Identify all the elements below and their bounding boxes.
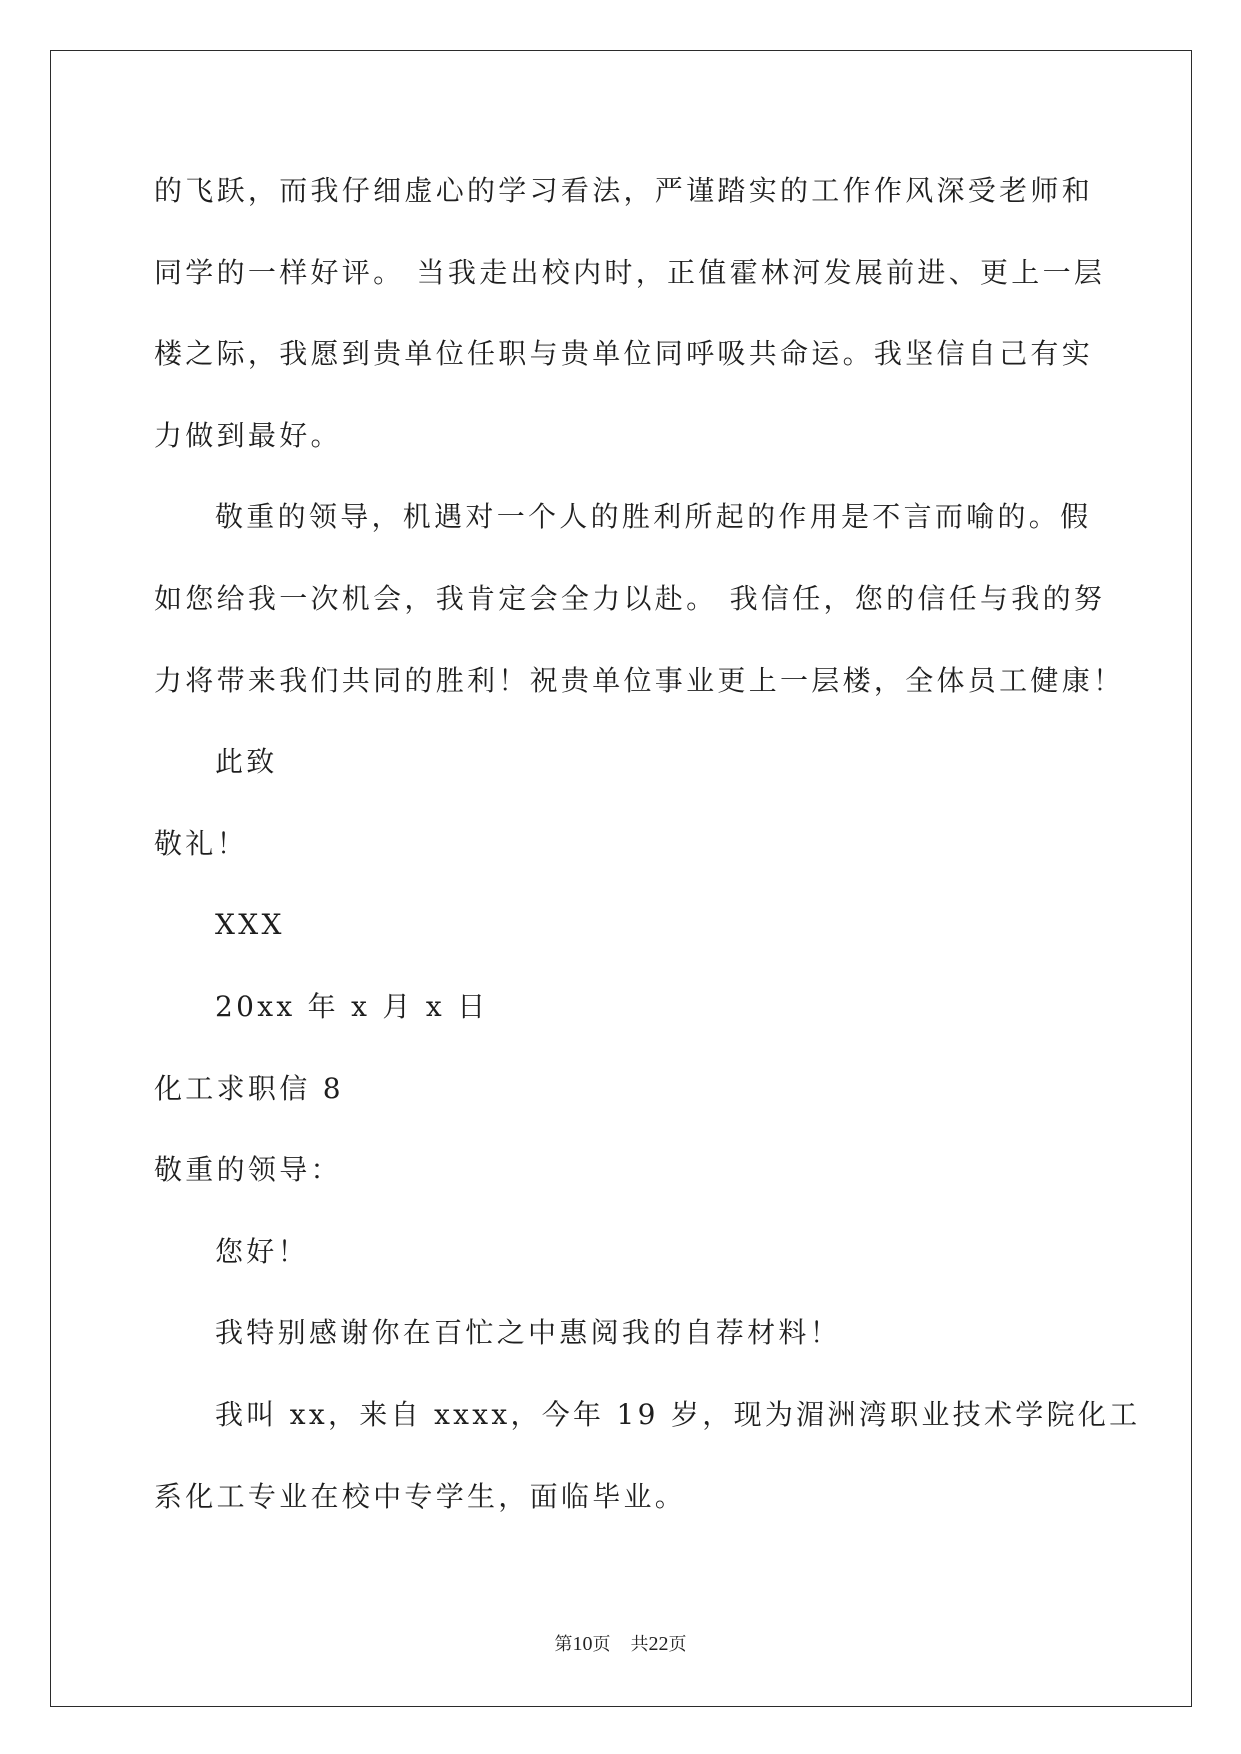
text-line: 您好！ <box>215 1234 309 1268</box>
text-line: 我特别感谢你在百忙之中惠阅我的自荐材料！ <box>215 1316 842 1350</box>
page-prefix: 第 <box>554 1634 573 1654</box>
closing-regards: 敬礼！ <box>154 826 248 860</box>
text-line: 楼之际，我愿到贵单位任职与贵单位同呼吸共命运。我坚信自己有实 <box>154 337 1094 371</box>
text-line: 同学的一样好评。 当我走出校内时，正值霍林河发展前进、更上一层 <box>154 255 1106 289</box>
current-page-number: 10 <box>572 1633 593 1655</box>
page-suffix: 页 <box>592 1634 611 1654</box>
text-line: 力将带来我们共同的胜利！祝贵单位事业更上一层楼，全体员工健康！ <box>154 663 1125 697</box>
total-pages-number: 22 <box>648 1633 669 1655</box>
signature-date: 20xx 年 x 月 x 日 <box>215 989 489 1023</box>
text-line: 系化工专业在校中专学生，面临毕业。 <box>154 1479 687 1513</box>
text-line: 如您给我一次机会，我肯定会全力以赴。 我信任，您的信任与我的努 <box>154 581 1106 615</box>
text-line: 力做到最好。 <box>154 418 342 452</box>
total-suffix: 页 <box>668 1634 687 1654</box>
text-line: 的飞跃，而我仔细虚心的学习看法，严谨踏实的工作作风深受老师和 <box>154 174 1094 207</box>
letter-greeting: 敬重的领导： <box>154 1153 342 1187</box>
page-number-footer <box>0 1630 1241 1658</box>
signature-name: XXX <box>215 908 285 942</box>
document-body <box>154 150 1141 1537</box>
total-prefix: 共 <box>630 1634 649 1654</box>
section-heading: 化工求职信 8 <box>154 1071 344 1105</box>
text-line: 我叫 xx，来自 xxxx，今年 19 岁，现为湄洲湾职业技术学院化工 <box>215 1397 1141 1431</box>
text-line: 敬重的领导，机遇对一个人的胜利所起的作用是不言而喻的。假 <box>215 500 1092 534</box>
closing-salutation: 此致 <box>215 745 278 779</box>
